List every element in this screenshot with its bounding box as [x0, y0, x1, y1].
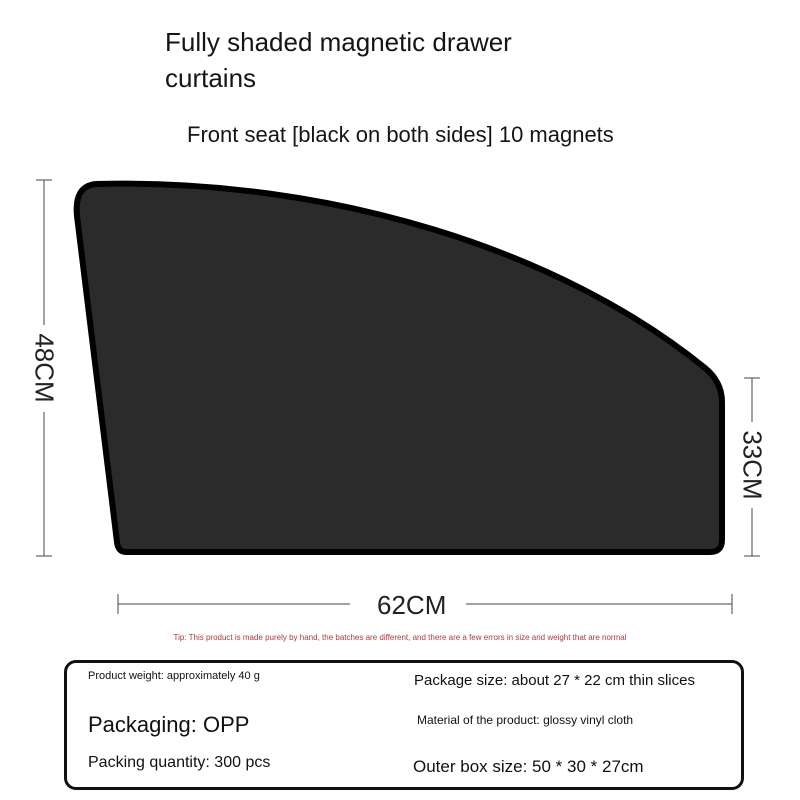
spec-package-size: Package size: about 27 * 22 cm thin slices — [414, 672, 695, 689]
height-right-label: 33CM — [737, 430, 768, 500]
curtain-shape — [77, 184, 722, 552]
spec-outer-box: Outer box size: 50 * 30 * 27cm — [413, 757, 644, 776]
spec-packaging: Packaging: OPP — [88, 712, 250, 737]
height-left-label: 48CM — [29, 333, 60, 403]
spec-weight: Product weight: approximately 40 g — [88, 670, 260, 682]
width-bottom-label: 62CM — [373, 590, 450, 621]
product-subtitle: Front seat [black on both sides] 10 magnets — [187, 122, 614, 147]
tip-note: Tip: This product is made purely by hand, the batches are different, and there are a few errors in size and weight that are normal — [173, 633, 627, 642]
spec-material: Material of the product: glossy vinyl cloth — [417, 713, 634, 727]
spec-quantity: Packing quantity: 300 pcs — [88, 754, 271, 771]
product-title: Fully shaded magnetic drawer curtains — [165, 27, 512, 93]
